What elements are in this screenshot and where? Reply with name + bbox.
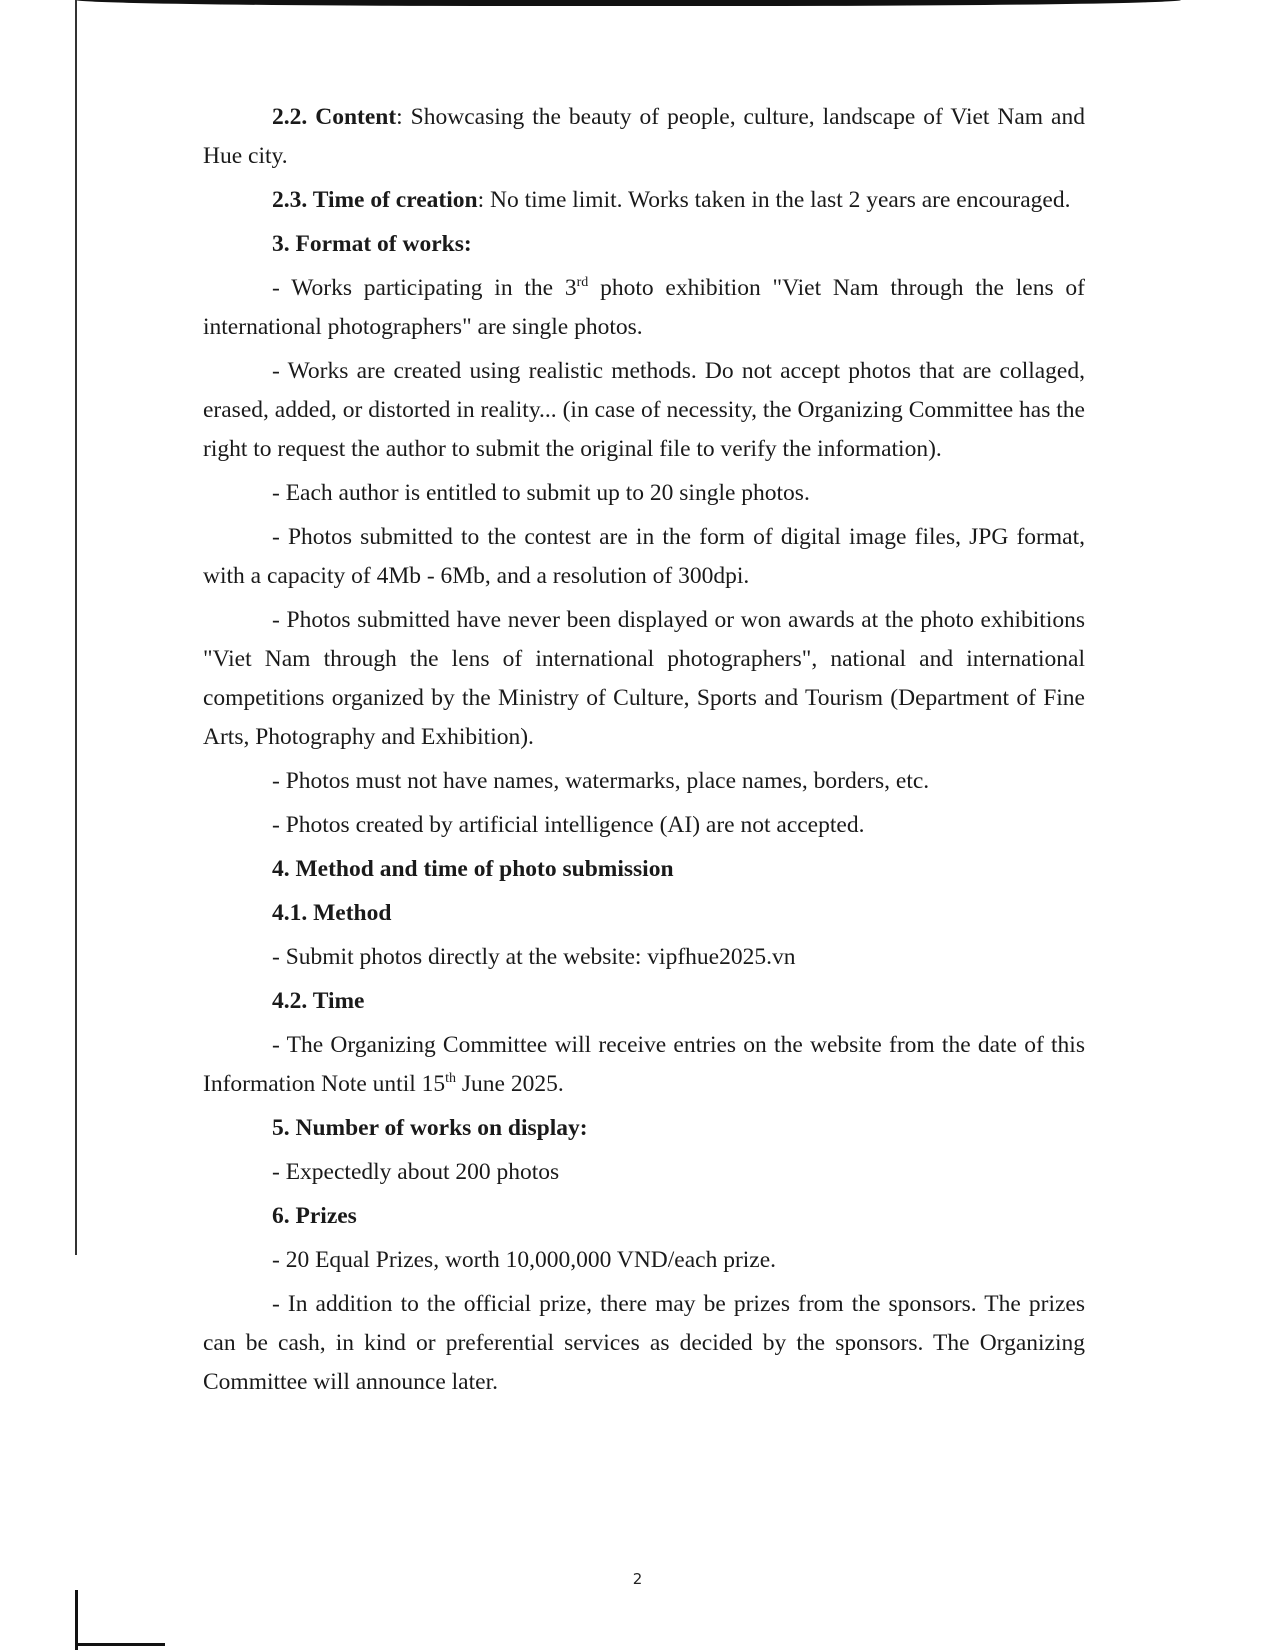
section-2-3 — [203, 181, 1085, 220]
section-6-heading: 6. Prizes — [272, 1203, 357, 1229]
display-item-1: - Expectedly about 200 photos — [272, 1159, 560, 1185]
format-item-3: - Each author is entitled to submit up to 20 single photos. — [272, 480, 810, 506]
section-2-3-text: : No time limit. Works taken in the last 2 years are encouraged. — [477, 187, 1071, 213]
format-item-7: - Photos created by artificial intelligence (AI) are not accepted. — [272, 812, 865, 838]
prize-item-1: - 20 Equal Prizes, worth 10,000,000 VND/each prize. — [272, 1247, 777, 1273]
format-item-4: - Photos submitted to the contest are in the form of digital image files, JPG format, with a capacity of 4Mb - 6Mb, and a resolution of 300dpi. — [203, 524, 1085, 589]
format-item-6: - Photos must not have names, watermarks, place names, borders, etc. — [272, 768, 930, 794]
section-4-1-heading: 4.1. Method — [272, 900, 392, 926]
time-item-1: - The Organizing Committee will receive entries on the website from the date of this Information Note until 15th June 2025. — [203, 1032, 1085, 1097]
section-2-2 — [203, 98, 1085, 176]
method-item-1: - Submit photos directly at the website: vipfhue2025.vn — [272, 944, 796, 970]
section-4-2-heading: 4.2. Time — [272, 988, 365, 1014]
section-4-heading: 4. Method and time of photo submission — [272, 856, 674, 882]
scan-corner-mark-h — [75, 1643, 165, 1646]
scan-edge-top — [76, 0, 1181, 6]
format-item-1: - Works participating in the 3rd photo exhibition "Viet Nam through the lens of international photographers" are single photos. — [203, 275, 1085, 340]
scan-edge-left — [75, 0, 77, 1255]
prize-item-2: - In addition to the official prize, there may be prizes from the sponsors. The prizes can be cash, in kind or preferential services as decided by the sponsors. The Organizing Committee will announce later. — [203, 1291, 1085, 1395]
page-number: 2 — [632, 1570, 643, 1588]
section-2-2-text: : Showcasing the beauty of people, culture, landscape of Viet Nam and Hue city. — [203, 104, 1085, 169]
format-item-5: - Photos submitted have never been displayed or won awards at the photo exhibitions "Viet Nam through the lens of international photographers", national and international competitions organized by the Ministry of Culture, Sports and Tourism (Department of Fine Arts, Photography and Exhibition). — [203, 607, 1085, 750]
scan-corner-mark — [75, 1590, 78, 1650]
section-2-2-label: 2.2. Content — [272, 104, 397, 130]
document-body — [203, 98, 1085, 1407]
format-item-2: - Works are created using realistic methods. Do not accept photos that are collaged, erased, added, or distorted in reality... (in case of necessity, the Organizing Committee has the right to request the author to submit the original file to verify the information). — [203, 358, 1085, 462]
section-5-heading: 5. Number of works on display: — [272, 1115, 588, 1141]
section-2-3-label: 2.3. Time of creation — [272, 187, 478, 213]
section-3-heading: 3. Format of works: — [272, 231, 472, 257]
